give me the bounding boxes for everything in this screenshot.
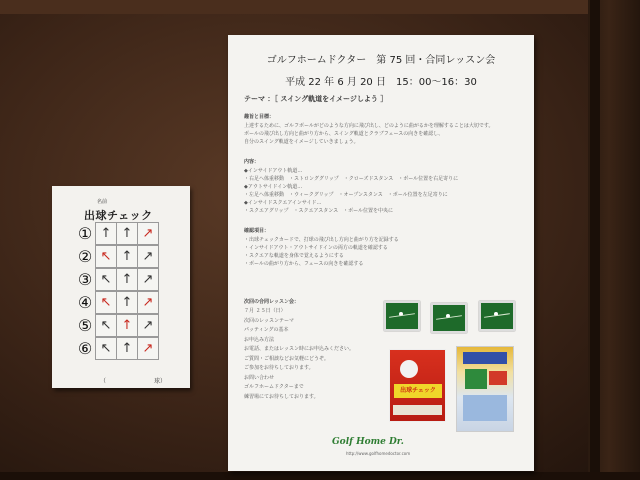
direction-arrow-icon: ↑ (116, 291, 138, 314)
card-row (74, 314, 180, 337)
section-line: ◆アウトサイドイン軌道… (244, 184, 303, 190)
section-heading: 趣旨と目標： (244, 114, 275, 120)
section-line: お問い合わせ (244, 374, 275, 381)
section-line: 上達するために、ゴルフボールがどのような方向に飛び出し、どのように曲がるかを理解することは大切です。 (244, 123, 494, 129)
row-number: ③ (77, 270, 93, 289)
card-row (74, 291, 180, 314)
golf-home-doctor-logo: Golf Home Dr. (332, 437, 404, 447)
direction-arrow-icon: ↗ (137, 291, 159, 314)
card-row (74, 245, 180, 268)
swing-photo-2 (431, 303, 467, 333)
section-line: ・インサイドアウト・アウトサイドインの両方の軌道を確認する (244, 245, 388, 251)
row-number: ⑥ (77, 339, 93, 358)
colorful-flyer (456, 346, 514, 432)
section-line: ご質問・ご相談などお気軽にどうぞ。 (244, 355, 329, 362)
flyer-red-block (489, 371, 507, 385)
sheet-date: 平成 22 年 6 月 20 日 15：00～16：30 (285, 77, 477, 88)
direction-arrow-icon: ↖ (95, 268, 117, 291)
section-line: ご参加をお待ちしております。 (244, 365, 314, 371)
shot-check-card (52, 186, 190, 388)
section-line: ◆インサイドアウト軌道… (244, 168, 303, 174)
section-line: ・右足へ体重移動 ・ストロンググリップ ・クローズドスタンス ・ボール位置を右足寄りに (244, 176, 459, 182)
direction-arrow-icon: ↑ (116, 222, 138, 245)
direction-arrow-icon: ↗ (137, 245, 159, 268)
section-line: ◆インサイドスクエアインサイド… (244, 200, 322, 206)
card-row (74, 337, 180, 360)
card-foot-left: （ (100, 378, 107, 385)
section-line: 練習場にてお待ちしております。 (244, 393, 319, 400)
section-line: ・左足へ体重移動 ・ウィークグリップ ・オープンスタンス ・ボール位置を左足寄りに (244, 192, 448, 198)
red-flyer (389, 349, 446, 422)
direction-arrow-icon: ↑ (116, 314, 138, 337)
red-flyer-strip (393, 405, 442, 415)
direction-arrow-icon: ↗ (137, 222, 159, 245)
row-number: ⑤ (77, 316, 93, 335)
direction-arrow-icon: ↑ (95, 222, 117, 245)
section-line: 次回のレッスンテーマ (244, 317, 294, 324)
logo-url: http://www.golfhomedoctor.com (346, 451, 411, 456)
card-foot-right: 球） (154, 378, 167, 385)
direction-arrow-icon: ↖ (95, 337, 117, 360)
flyer-blue-block (463, 395, 507, 421)
sheet-theme: テーマ ：［ スイング軌道をイメージしよう ］ (244, 95, 388, 103)
row-number: ② (77, 247, 93, 266)
section-line: ・ボールの曲がり方から、フェースの向きを確認する (244, 261, 364, 267)
card-grid (74, 222, 180, 360)
section-heading: 確認項目： (244, 228, 270, 234)
board-bottom-frame (0, 472, 640, 480)
section-line: ・スクエアな軌道を身体で覚えるようにする (244, 253, 344, 259)
section-line: ボールの飛び出し方向と曲がり方から、スイング軌道とクラブフェースの向きを確認し、 (244, 131, 444, 137)
direction-arrow-icon: ↖ (95, 291, 117, 314)
direction-arrow-icon: ↗ (137, 268, 159, 291)
section-line: ・スクエアグリップ ・スクエアスタンス ・ボール位置を中央に (244, 208, 394, 214)
section-line: ・出球チェックカードで、打球の飛び出し方向と曲がり方を記録する (244, 237, 399, 243)
flyer-header-block (463, 352, 507, 364)
swing-photo-1 (384, 301, 420, 331)
section-line: お申込み方法 (244, 336, 275, 343)
card-row (74, 268, 180, 291)
card-row (74, 222, 180, 245)
direction-arrow-icon: ↑ (116, 337, 138, 360)
golf-ball-graphic (400, 360, 418, 378)
red-flyer-label: 出球チェック (394, 384, 442, 398)
direction-arrow-icon: ↑ (116, 245, 138, 268)
section-line: お電話、またはレッスン時にお申込みください。 (244, 346, 354, 352)
section-heading: 次回の合同レッスン会： (244, 299, 299, 305)
card-name-label: 名前 (97, 199, 108, 205)
board-top-frame (0, 0, 640, 14)
sheet-title: ゴルフホームドクター 第 75 回・合同レッスン会 (266, 55, 496, 66)
section-line: パッティングの基本 (244, 327, 289, 333)
flyer-green-block (465, 369, 487, 389)
row-number: ④ (77, 293, 93, 312)
section-heading: 内容： (244, 159, 260, 165)
direction-arrow-icon: ↖ (95, 245, 117, 268)
direction-arrow-icon: ↖ (95, 314, 117, 337)
row-number: ① (77, 224, 93, 243)
card-title: 出球チェック (84, 209, 153, 222)
swing-photo-3 (479, 301, 515, 331)
direction-arrow-icon: ↗ (137, 314, 159, 337)
lesson-flyer-sheet (228, 35, 534, 471)
section-line: ゴルフホームドクターまで (244, 384, 304, 390)
board-right-frame-groove (590, 0, 600, 480)
section-line: ７月 ２５日（日） (244, 308, 286, 314)
direction-arrow-icon: ↗ (137, 337, 159, 360)
direction-arrow-icon: ↑ (116, 268, 138, 291)
section-line: 自分のスイング軌道をイメージしていきましょう。 (244, 139, 359, 145)
